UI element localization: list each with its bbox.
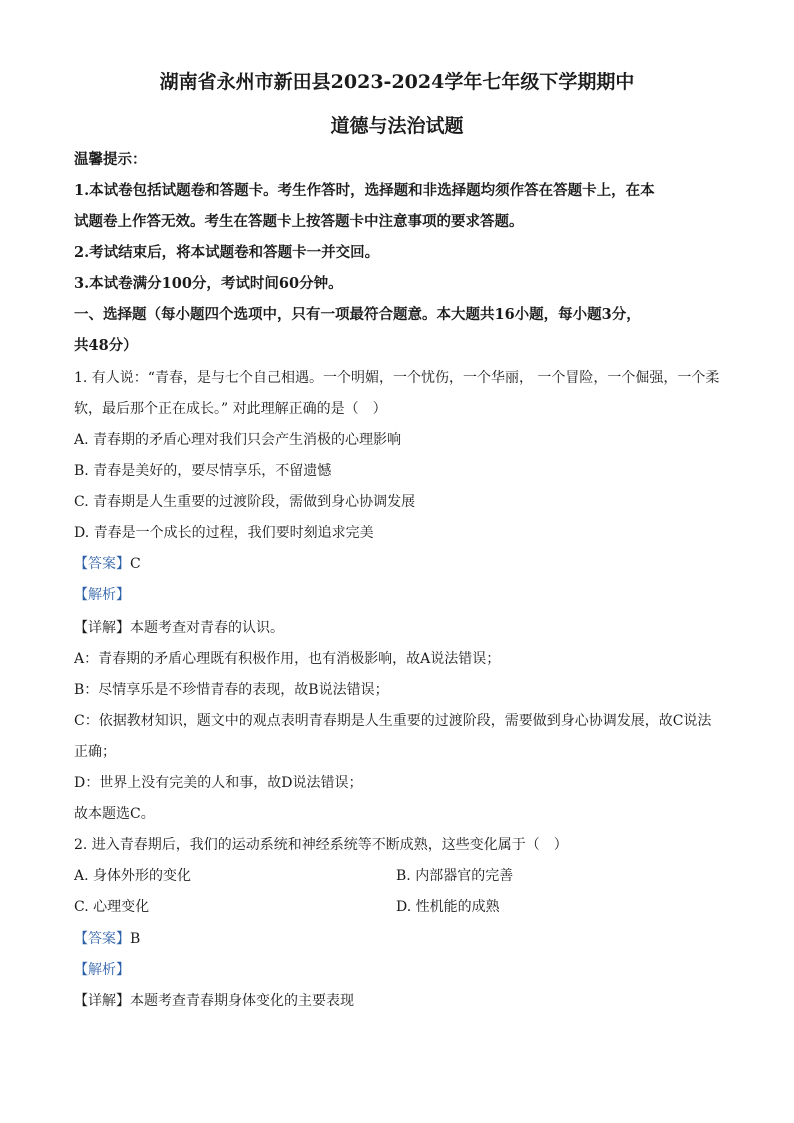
question-1-option-c: C. 青春期是人生重要的过渡阶段，需做到身心协调发展: [74, 494, 416, 510]
question-2-stem: 2. 进入青春期后，我们的运动系统和神经系统等不断成熟，这些变化属于（ ）: [74, 837, 568, 853]
answer-tag: 【答案】: [74, 556, 130, 572]
detail-text: 本题考查对青春的认识。: [130, 620, 284, 636]
detail-tag: 【详解】: [74, 620, 130, 636]
detail-text: 本题考查青春期身体变化的主要表现: [130, 993, 354, 1009]
section-heading: 一、选择题（每小题四个选项中，只有一项最符合题意。本大题共16小题，每小题3分，: [74, 306, 641, 323]
answer-value: B: [130, 931, 141, 947]
question-1-analysis-tag: 【解析】: [74, 587, 130, 603]
question-2-analysis-tag: 【解析】: [74, 962, 130, 978]
notice-item-1: 1.本试卷包括试题卷和答题卡。考生作答时，选择题和非选择题均须作答在答题卡上，在本: [74, 182, 655, 199]
question-2-option-b: B. 内部器官的完善: [396, 868, 514, 884]
question-2-detail: [74, 991, 724, 1011]
notice-item-1-cont: 试题卷上作答无效。考生在答题卡上按答题卡中注意事项的要求答题。: [74, 213, 524, 230]
question-1-stem-cont: 软，最后那个正在成长。” 对此理解正确的是（ ）: [74, 401, 387, 417]
question-1-stem: 1. 有人说：“青春，是与七个自己相遇。一个明媚，一个忧伤，一个华丽， 一个冒险，一个倔强，一个柔: [74, 370, 720, 386]
question-1-answer: [74, 554, 724, 574]
section-heading-cont: 共48分）: [74, 337, 138, 354]
question-1-option-a: A. 青春期的矛盾心理对我们只会产生消极的心理影响: [74, 432, 402, 448]
question-1-explanation-a: A：青春期的矛盾心理既有积极作用，也有消极影响，故A说法错误；: [74, 651, 501, 667]
detail-tag: 【详解】: [74, 993, 130, 1009]
question-1-explanation-c-cont: 正确；: [74, 744, 116, 760]
question-1-detail: [74, 618, 724, 638]
question-2-option-d: D. 性机能的成熟: [396, 899, 500, 915]
notice-item-3: 3.本试卷满分100分，考试时间60分钟。: [74, 275, 343, 292]
exam-title: 湖南省永州市新田县2023-2024学年七年级下学期期中: [159, 71, 635, 93]
question-1-explanation-d: D：世界上没有完美的人和事，故D说法错误；: [74, 775, 363, 791]
answer-value: C: [130, 556, 141, 572]
question-2-option-a: A. 身体外形的变化: [74, 868, 192, 884]
question-2-option-c: C. 心理变化: [74, 899, 150, 915]
question-2-answer: [74, 929, 724, 949]
exam-subtitle: 道德与法治试题: [330, 115, 464, 137]
question-1-explanation-c: C：依据教材知识，题文中的观点表明青春期是人生重要的过渡阶段，需要做到身心协调发展，故C说法: [74, 713, 712, 729]
notice-heading: 温馨提示：: [74, 151, 147, 168]
question-1-conclusion: 故本题选C。: [74, 806, 155, 822]
answer-tag: 【答案】: [74, 931, 130, 947]
question-1-option-b: B. 青春是美好的，要尽情享乐，不留遗憾: [74, 463, 332, 479]
question-1-option-d: D. 青春是一个成长的过程，我们要时刻追求完美: [74, 525, 374, 541]
question-1-explanation-b: B：尽情享乐是不珍惜青春的表现，故B说法错误；: [74, 682, 389, 698]
notice-item-2: 2.考试结束后，将本试题卷和答题卡一并交回。: [74, 244, 380, 261]
